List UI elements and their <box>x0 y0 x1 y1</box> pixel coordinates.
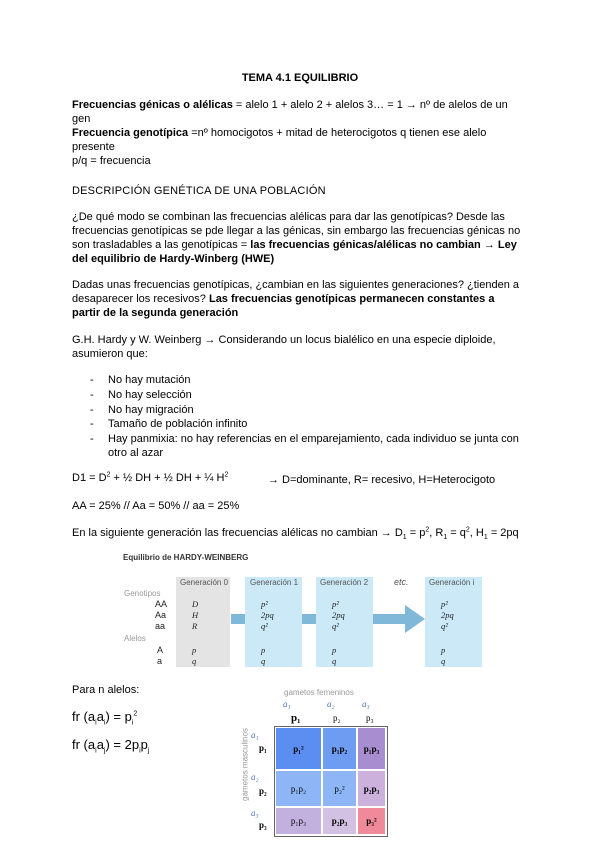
gen1-value: 2pq <box>261 610 274 620</box>
gen0-value: D <box>192 599 199 609</box>
punnett-cell: p₃² <box>357 807 386 835</box>
gen1-value: q <box>261 656 266 666</box>
column-frequency: p₂ <box>333 713 341 723</box>
male-gametes-label: gametos masculinos <box>240 728 250 801</box>
gen0-value: q <box>192 656 197 666</box>
punnett-cell: p₂p₃ <box>357 770 386 807</box>
page-title: TEMA 4.1 EQUILIBRIO <box>241 72 359 84</box>
paragraph-generations: Dadas unas frecuencias genotípicas, ¿cambian en las siguientes generaciones? ¿tienden a desaparecer los recesivos? Las frecuencias genotípicas permanecen constantes a partir de la segunda generación <box>72 279 519 319</box>
allele-label: a <box>157 656 163 666</box>
gen2-value: p <box>332 645 337 655</box>
row-allele: a₂ <box>251 772 259 782</box>
genotypes-row-header: Genotipos <box>124 589 161 598</box>
arrow-icon <box>231 614 245 624</box>
gen2-value: 2pq <box>332 610 345 620</box>
row-allele: a₁ <box>251 730 259 740</box>
genotype-label: Aa <box>155 610 167 620</box>
generation-i-box <box>425 577 482 667</box>
paragraph-hardy-weinberg: G.H. Hardy y W. Weinberg → Considerando un locus bialélico en una especie diploide, asumieron que: <box>72 334 496 360</box>
punnett-cell: p₁p₃ <box>357 727 386 770</box>
punnett-cell: p₁² <box>275 727 322 770</box>
punnett-cell: p₁p₂ <box>322 727 357 770</box>
generation-2-box <box>316 577 373 667</box>
column-allele: a₂ <box>327 699 335 709</box>
row-allele: a₃ <box>251 808 259 818</box>
generation-1-header: Generación 1 <box>250 578 299 587</box>
geni-value: p² <box>441 599 448 609</box>
gen1-value: p <box>261 645 266 655</box>
row-frequency: p₂ <box>259 786 267 796</box>
genotype-label: aa <box>155 621 166 631</box>
gen1-value: p² <box>261 599 268 609</box>
punnett-cell: p₂² <box>322 770 357 807</box>
etc-label: etc. <box>394 577 409 587</box>
generation-0-box <box>176 577 230 667</box>
arrow-icon <box>373 604 425 634</box>
row-frequency: p₁ <box>259 743 267 753</box>
term-genotype-frequency: Frecuencia genotípica <box>72 127 189 139</box>
allele-label: A <box>157 645 164 655</box>
formula-homozygote: fr $(a_ia_i) = p_i^2$ <box>72 709 138 727</box>
genotype-percentages: AA = 25% // Aa = 50% // aa = 25% <box>72 500 240 512</box>
alleles-row-header: Alelos <box>124 634 146 643</box>
column-frequency: p₁ <box>291 712 301 724</box>
geni-value: q <box>441 656 446 666</box>
punnett-cell: p₁p₂ <box>275 770 322 807</box>
arrow-icon <box>302 614 316 624</box>
gen0-value: H <box>192 610 199 620</box>
n-alleles-label: Para n alelos: <box>72 684 140 696</box>
pq-definition: p/q = frecuencia <box>72 155 151 167</box>
row-frequency: p₃ <box>259 820 267 830</box>
geni-value: p <box>441 645 446 655</box>
geni-value: 2pq <box>441 610 454 620</box>
paragraph-hwe-intro: ¿De qué modo se combinan las frecuencias alélicas para dar las genotípicas? Desde las frecuencias genotípicas se pde llegar a las génicas, sin embargo las frecuencias génicas no son trasladables a las genotípicas = las frecuencias génicas/alélicas no cambian → Ley del equilibrio de Hardy-Winberg (HWE) <box>72 211 521 265</box>
gen2-value: p² <box>332 599 339 609</box>
column-frequency: p₃ <box>366 713 374 723</box>
gen2-value: q <box>332 656 337 666</box>
generation-i-header: Generación i <box>429 578 475 587</box>
female-gametes-label: gametos femeninos <box>284 688 354 697</box>
next-generation-statement: En la siguiente generación las frecuencias alélicas no cambian → $D_1 = p^2$, $R_1 = q^2$, $H_1 = 2pq$ <box>72 526 519 542</box>
genotype-label: AA <box>155 599 168 609</box>
punnett-cell: p₁p₃ <box>275 807 322 835</box>
geni-value: q² <box>441 621 448 631</box>
term-gen-frequencies: Frecuencias génicas o alélicas <box>72 99 233 111</box>
generation-1-box <box>245 577 302 667</box>
punnett-cell: p₂p₃ <box>322 807 357 835</box>
gen2-value: q² <box>332 621 339 631</box>
section-heading: DESCRIPCIÓN GENÉTICA DE UNA POBLACIÓN <box>72 185 326 197</box>
formula-d1: $D1 = D^2$ + ½ DH + ½ DH + ¼ $H^2$ <box>72 471 229 484</box>
generation-0-header: Generación 0 <box>180 578 229 587</box>
column-allele: a₁ <box>283 699 291 709</box>
formula-heterozygote: fr $(a_ia_j) = 2p_ip_j$ <box>72 737 150 755</box>
gen1-value: q² <box>261 621 268 631</box>
hwe-figure-title: Equilibrio de HARDY-WEINBERG <box>123 553 249 562</box>
gen0-value: R <box>192 621 198 631</box>
column-allele: a₃ <box>362 699 370 709</box>
definition-gen-frequencies: Frecuencias génicas o alélicas = alelo 1 + alelo 2 + alelos 3… = 1 → nº de alelos de un gen Frecuencia genotípica =nº homocigotos + mitad de heterocigotos q tienen ese alelo presente p/q = frecuencia <box>72 99 508 167</box>
gen0-value: p <box>192 645 197 655</box>
generation-2-header: Generación 2 <box>320 578 369 587</box>
formula-legend: → D=dominante, R= recesivo, H=Heterocigoto <box>268 474 496 486</box>
